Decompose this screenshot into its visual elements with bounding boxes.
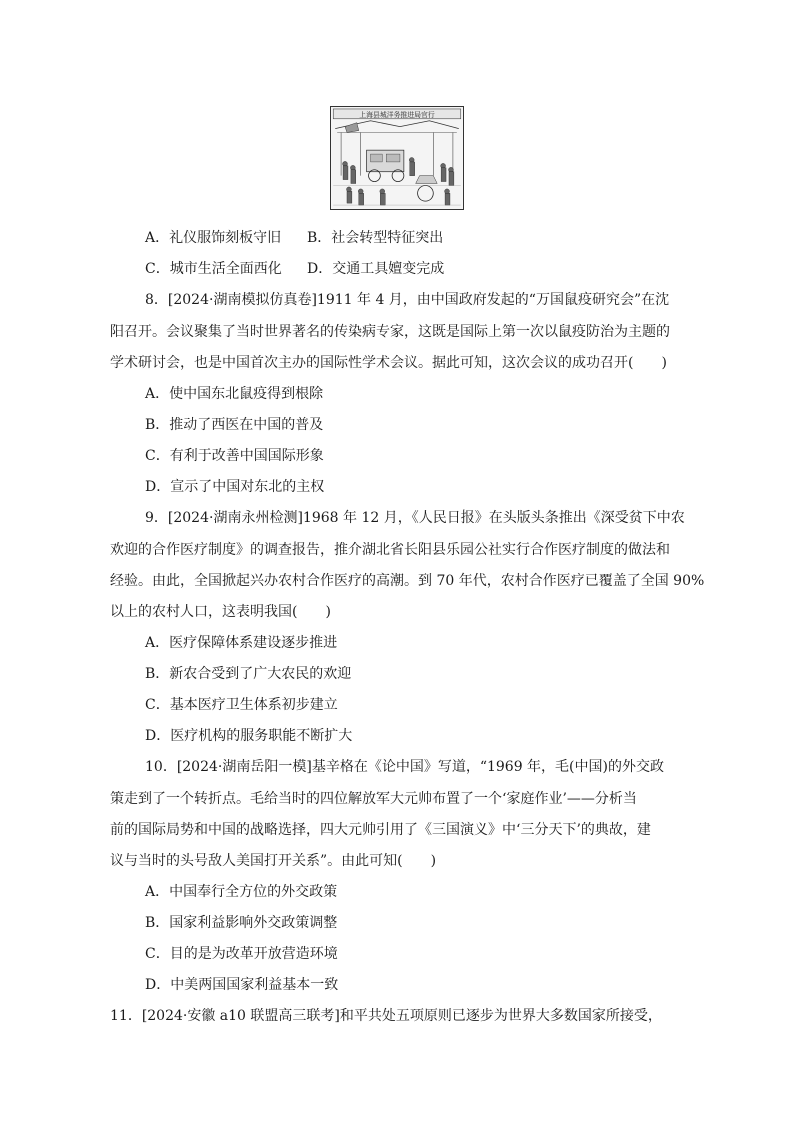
q8-stem-line-1: 8．[2024·湖南模拟仿真卷]1911 年 4 月，由中国政府发起的“万国鼠疫研究会”在沈 xyxy=(145,292,670,308)
q8-option-a: A．使中国东北鼠疫得到根除 xyxy=(145,386,324,402)
q10-option-d: D．中美两国国家利益基本一致 xyxy=(145,977,339,993)
q9-stem-line-1: 9．[2024·湖南永州检测]1968 年 12 月，《人民日报》在头版头条推出《深受贫下中农 xyxy=(145,510,685,526)
historical-engraving-image xyxy=(330,106,464,210)
q8-stem-line-3: 学术研讨会，也是中国首次主办的国际性学术会议。据此可知，这次会议的成功召开( ) xyxy=(110,355,667,371)
q9-option-a: A．医疗保障体系建设逐步推进 xyxy=(145,635,338,651)
q7-option-b: B．社会转型特征突出 xyxy=(307,230,444,246)
q9-option-b: B．新农合受到了广大农民的欢迎 xyxy=(145,666,352,682)
q9-stem-line-2: 欢迎的合作医疗制度》的调查报告，推介湖北省长阳县乐园公社实行合作医疗制度的做法和 xyxy=(110,542,670,558)
q7-option-c: C．城市生活全面西化 xyxy=(145,261,282,277)
engraving-banner-text: 上海县城洋务推进局官行 xyxy=(359,110,435,119)
q8-option-c: C．有利于改善中国国际形象 xyxy=(145,448,324,464)
engraving-illustration xyxy=(331,107,463,209)
q8-option-b: B．推动了西医在中国的普及 xyxy=(145,417,324,433)
q8-stem-line-2: 阳召开。会议聚集了当时世界著名的传染病专家，这既是国际上第一次以鼠疫防治为主题的 xyxy=(110,324,670,340)
q9-stem-line-3: 经验。由此，全国掀起兴办农村合作医疗的高潮。到 70 年代，农村合作医疗已覆盖了全国 90% xyxy=(110,573,705,589)
q9-option-c: C．基本医疗卫生体系初步建立 xyxy=(145,697,338,713)
q10-option-b: B．国家利益影响外交政策调整 xyxy=(145,915,338,931)
q7-option-a: A．礼仪服饰刻板守旧 xyxy=(145,230,282,246)
q10-stem-line-1: 10．[2024·湖南岳阳一模]基辛格在《论中国》写道，“1969 年，毛(中国)的外交政 xyxy=(145,759,664,775)
q10-stem-line-2: 策走到了一个转折点。毛给当时的四位解放军大元帅布置了一个‘家庭作业’——分析当 xyxy=(110,791,637,807)
q8-option-d: D．宣示了中国对东北的主权 xyxy=(145,479,325,495)
q11-stem-line-1: 11．[2024·安徽 a10 联盟高三联考]和平共处五项原则已逐步为世界大多数国家所接受， xyxy=(110,1008,662,1024)
q9-option-d: D．医疗机构的服务职能不断扩大 xyxy=(145,728,353,744)
q10-option-c: C．目的是为改革开放营造环境 xyxy=(145,946,338,962)
q9-stem-line-4: 以上的农村人口，这表明我国( ) xyxy=(110,604,331,620)
q7-option-d: D．交通工具嬗变完成 xyxy=(307,261,445,277)
q10-option-a: A．中国奉行全方位的外交政策 xyxy=(145,884,338,900)
q10-stem-line-3: 前的国际局势和中国的战略选择，四大元帅引用了《三国演义》中‘三分天下’的典故，建 xyxy=(110,822,651,838)
q10-stem-line-4: 议与当时的头号敌人美国打开关系”。由此可知( ) xyxy=(110,853,437,869)
